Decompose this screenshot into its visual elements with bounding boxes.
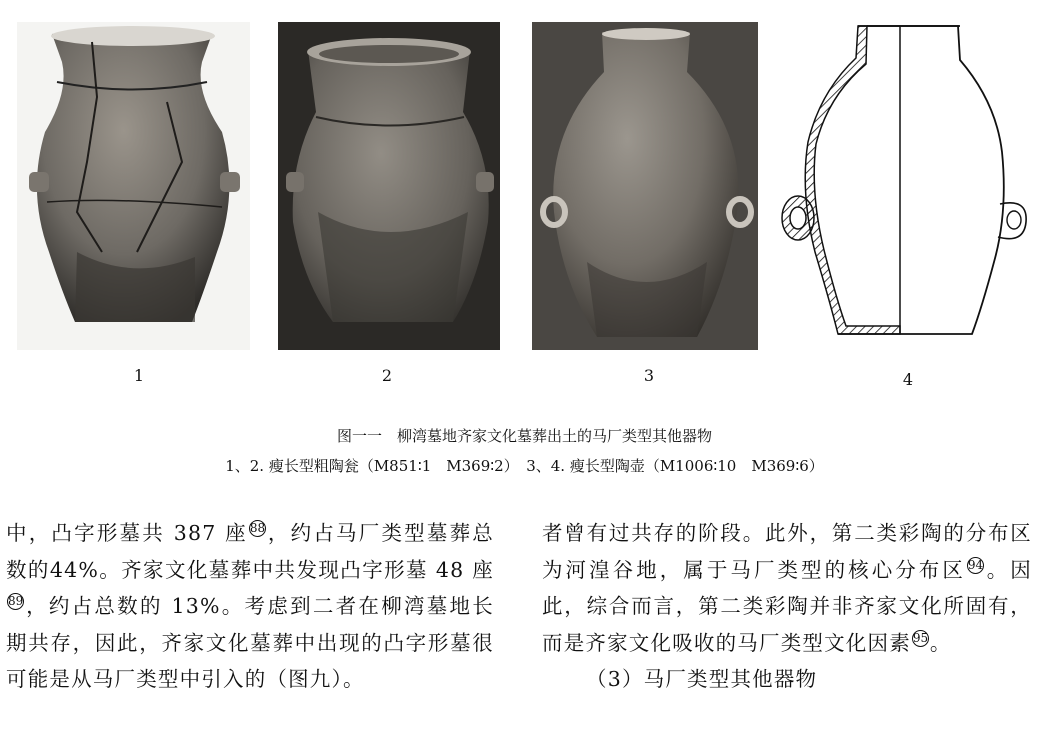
text-run: ，约占总数的 13%。考虑到二者在柳湾墓地长期共存，因此，齐家文化墓葬中出现的凸字形墓很可能是从马厂类型中引入的（图九）。 xyxy=(6,594,494,691)
footnote-ref[interactable]: 89 xyxy=(8,594,24,609)
vessel-photo-1 xyxy=(17,22,250,350)
text-run: 中，凸字形墓共 387 座 xyxy=(6,521,248,545)
right-text-column xyxy=(542,515,1032,698)
text-run: 。因此，综合而言，第二类彩陶并非齐家文化所固有，而是齐家文化吸收的马厂类型文化因素 xyxy=(542,557,1032,655)
vessel-line-drawing-4 xyxy=(770,22,1045,350)
figure-label-4: 4 xyxy=(902,370,914,389)
section-subheading: （3）马厂类型其他器物 xyxy=(586,667,818,691)
text-run: 者曾有过共存的阶段。此外，第二类彩陶的分布区为河湟谷地，属于马厂类型的核心分布区 xyxy=(542,521,1032,582)
figure-label-1: 1 xyxy=(133,366,145,385)
footnote-ref[interactable]: 95 xyxy=(912,630,929,645)
right-paragraph xyxy=(542,515,1032,661)
vessel-photo-2 xyxy=(278,22,500,350)
figure-label-2: 2 xyxy=(381,366,393,385)
left-text-column xyxy=(6,515,494,698)
text-run: ，约占马厂类型墓葬总数的44%。齐家文化墓葬中共发现凸字形墓 48 座 xyxy=(6,521,495,582)
figure-caption-items: 1、2. 瘦长型粗陶瓮（M851∶1 M369∶2） 3、4. 瘦长型陶壶（M1006∶10 M369∶6） xyxy=(225,457,824,475)
figure-label-3: 3 xyxy=(643,366,655,385)
left-paragraph xyxy=(6,515,494,698)
footnote-ref[interactable]: 94 xyxy=(967,557,984,572)
figure-caption-title: 图一一 柳湾墓地齐家文化墓葬出土的马厂类型其他器物 xyxy=(336,427,712,445)
footnote-ref[interactable]: 88 xyxy=(249,521,266,536)
vessel-photo-3 xyxy=(532,22,758,350)
text-run: 。 xyxy=(929,630,952,655)
